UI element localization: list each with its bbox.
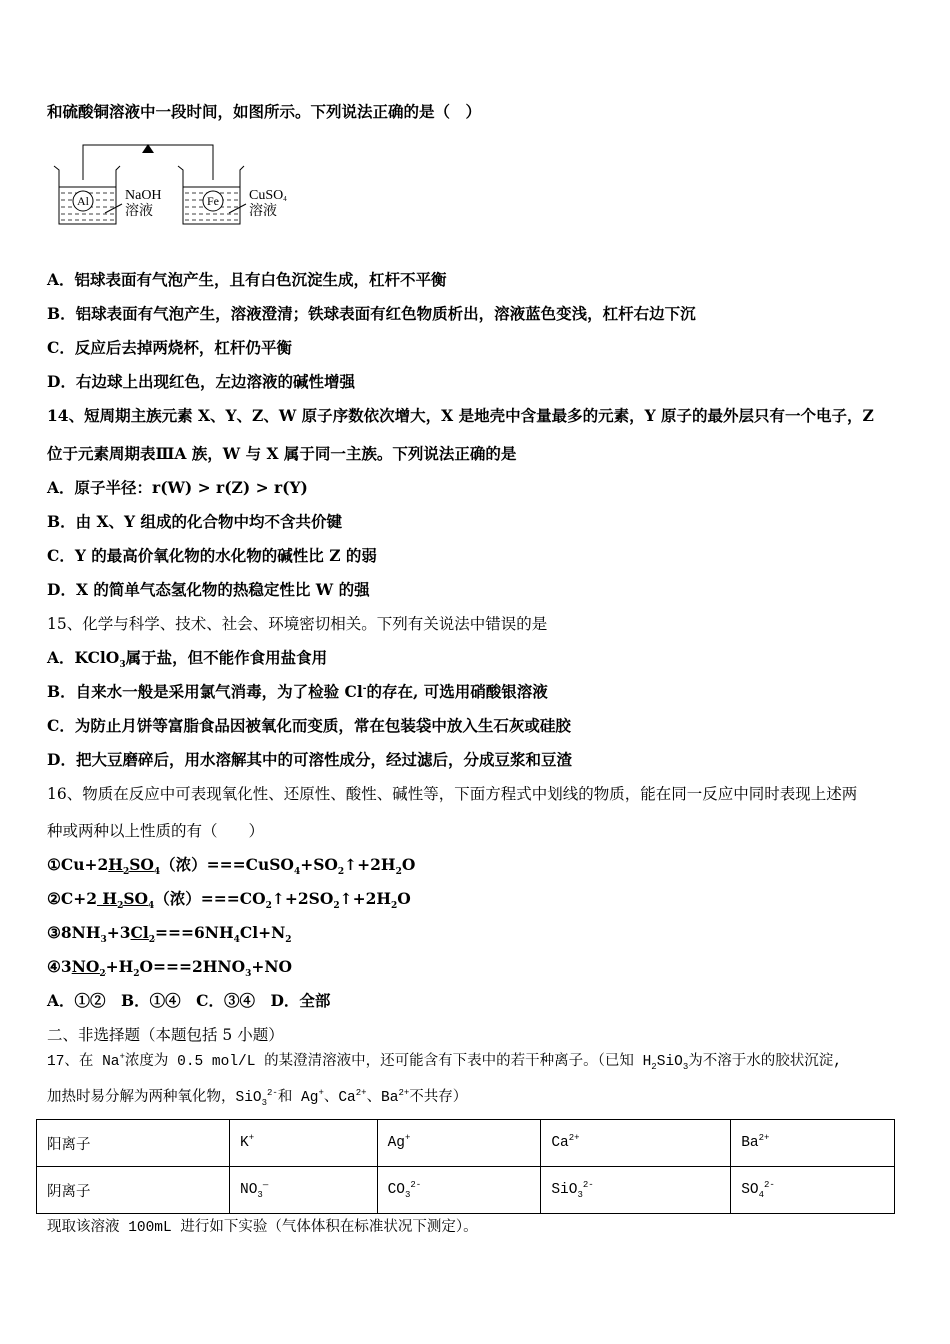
subscript: 4 [293, 867, 301, 878]
subscript: 4 [148, 901, 155, 912]
table-cell: $NO_3^—$ [230, 1167, 378, 1214]
superscript: 2+ [355, 1088, 367, 1099]
text-line: ②C+2 $H_2SO_4$（浓）$===CO_2↑+2SO_2↑+2H_2O$ [47, 889, 411, 912]
cuso4-label: CuSO4 [249, 188, 287, 203]
subscript: 3 [682, 1061, 689, 1072]
text-line: $①Cu+2H_2SO_4$（浓）$===CuSO_4+SO_2↑+2H_2O$ [47, 855, 416, 878]
text-line: B．铝球表面有气泡产生，溶液澄清；铁球表面有红色物质析出，溶液蓝色变浅，杠杆右边下沉 [47, 304, 696, 323]
naoh-label: NaOH [125, 188, 162, 203]
subscript: 2 [285, 935, 292, 946]
subscript: 3 [100, 935, 107, 946]
superscript: 2+ [398, 1088, 410, 1099]
text-line: D．X 的简单气态氢化物的热稳定性比 W 的强 [47, 580, 370, 599]
table-cell: 阴离子 [37, 1167, 230, 1214]
superscript: — [262, 1180, 269, 1191]
table-cell: $Ba^{2+}$ [731, 1120, 895, 1167]
text-line: 和硫酸铜溶液中一段时间，如图所示。下列说法正确的是（ ） [47, 102, 482, 121]
subscript: 3 [257, 1189, 263, 1200]
text-line: $④3NO_2+H_2O===2HNO_3+NO$ [47, 957, 293, 980]
text-line: 位于元素周期表ⅢA 族，W 与 X 属于同一主族。下列说法正确的是 [47, 444, 517, 463]
ion-table [36, 1119, 895, 1214]
text-line: A．原子半径：r(W) > r(Z) > r(Y) [47, 478, 308, 497]
subscript: 2 [337, 867, 345, 878]
superscript: + [318, 1088, 324, 1099]
superscript: + [248, 1133, 255, 1144]
subscript: 3 [119, 660, 126, 671]
subscript: 2 [333, 901, 340, 912]
table-cell: Ag+ [377, 1120, 541, 1167]
superscript: 2- [410, 1180, 422, 1191]
subscript: 2 [395, 867, 402, 878]
subscript: 4 [153, 867, 161, 878]
text-line: D．右边球上出现红色，左边溶液的碱性增强 [47, 372, 355, 391]
text-line: 二、非选择题（本题包括 5 小题） [47, 1026, 284, 1044]
text-line: 种或两种以上性质的有（ ） [47, 822, 265, 840]
al-label: Al [77, 194, 89, 208]
text-line: C．反应后去掉两烧杯，杠杆仍平衡 [47, 338, 292, 357]
cuso4-solution-label: 溶液 [249, 204, 277, 219]
underlined-substance: $H_2SO_4$ [97, 889, 155, 912]
subscript: 2 [133, 969, 140, 980]
superscript: 2+ [568, 1133, 580, 1144]
text-line: 加热时易分解为两种氧化物，SiO$_3^{2-}$和 Ag+、$Ca^{2+}$、$Ba^{2+}$不共存） [47, 1088, 468, 1108]
table-cell: $SO_4^{2-}$ [731, 1167, 895, 1214]
underlined-substance: $NO_2$ [71, 957, 106, 980]
text-line: C．Y 的最高价氧化物的水化物的碱性比 Z 的弱 [47, 546, 377, 565]
table-cell: K+ [230, 1120, 378, 1167]
text-line: 15、化学与科学、技术、社会、环境密切相关。下列有关说法中错误的是 [47, 615, 548, 633]
subscript: 4 [233, 935, 240, 946]
subscript: 2 [99, 969, 106, 980]
text-line: 14、短周期主族元素 X、Y、Z、W 原子序数依次增大，X 是地壳中含量最多的元素，Y 原子的最外层只有一个电子，Z [47, 406, 874, 425]
lever-beaker-diagram [50, 138, 310, 230]
subscript: 2 [391, 901, 398, 912]
superscript: 2- [764, 1180, 775, 1191]
subscript: 2 [265, 901, 272, 912]
text-line: A．KClO$_3$属于盐，但不能作食用盐食用 [47, 648, 328, 671]
text-line: 16、物质在反应中可表现氧化性、还原性、酸性、碱性等，下面方程式中划线的物质，能在同一反应中同时表现上述两 [47, 785, 858, 803]
superscript: 2- [582, 1180, 594, 1191]
naoh-solution-label: 溶液 [125, 204, 153, 219]
superscript: + [404, 1133, 411, 1144]
subscript: 3 [577, 1189, 583, 1200]
text-line: 现取该溶液 100mL 进行如下实验（气体体积在标准状况下测定）。 [47, 1220, 478, 1236]
superscript: + [119, 1052, 125, 1063]
table-cell: $Ca^{2+}$ [541, 1120, 731, 1167]
fe-label: Fe [207, 194, 219, 208]
superscript: 2+ [758, 1133, 770, 1144]
text-line: C．为防止月饼等富脂食品因被氧化而变质，常在包装袋中放入生石灰或硅胶 [47, 716, 571, 735]
subscript: 3 [245, 969, 252, 980]
superscript: - [362, 683, 367, 694]
table-cell: SiO$_3^{2-}$ [541, 1167, 731, 1214]
text-line: D．把大豆磨碎后，用水溶解其中的可溶性成分，经过滤后，分成豆浆和豆渣 [47, 750, 572, 769]
subscript: 3 [404, 1189, 411, 1200]
subscript: 2 [117, 901, 124, 912]
text-line: A．铝球表面有气泡产生，且有白色沉淀生成，杠杆不平衡 [47, 270, 447, 289]
text-line: B．自来水一般是采用氯气消毒，为了检验 Cl-的存在, 可选用硝酸银溶液 [47, 682, 548, 701]
text-line: 17、在 Na+浓度为 0.5 mol/L 的某澄清溶液中，还可能含有下表中的若干种离子。（已知 $H_2SiO_3$为不溶于水的胶状沉淀, [47, 1052, 842, 1072]
text-line: A．①② B．①④ C．③④ D．全部 [47, 991, 331, 1010]
underlined-substance: $Cl_2$ [130, 923, 156, 946]
table-row [37, 1120, 895, 1167]
superscript: 2- [267, 1088, 278, 1099]
subscript: 2 [651, 1061, 657, 1072]
subscript: 2 [148, 935, 156, 946]
subscript: 2 [122, 867, 130, 878]
text-line: $③8NH_3+3Cl_2===6NH_4Cl+N_2$ [47, 923, 292, 946]
subscript: 4 [758, 1189, 764, 1200]
subscript: 3 [261, 1097, 268, 1108]
table-cell: $CO_3^{2-}$ [377, 1167, 541, 1214]
table-cell: 阳离子 [37, 1120, 230, 1167]
table-row [37, 1167, 895, 1214]
text-line: B．由 X、Y 组成的化合物中均不含共价键 [47, 512, 342, 531]
underlined-substance: $H_2SO_4$ [108, 855, 161, 878]
